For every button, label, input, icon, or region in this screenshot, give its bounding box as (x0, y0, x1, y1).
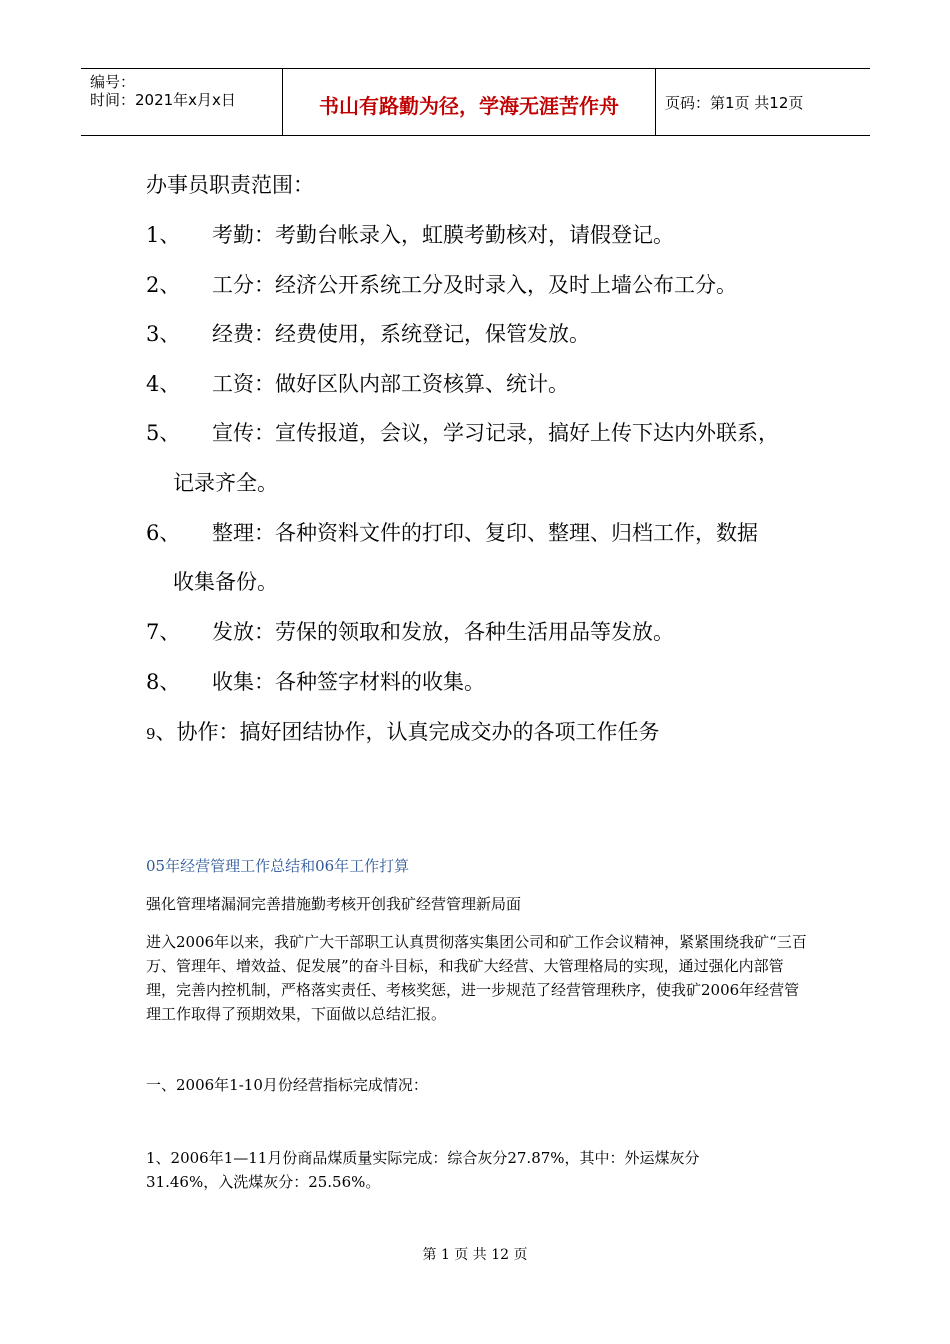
duty-text: 工分：经济公开系统工分及时录入，及时上墙公布工分。 (212, 273, 737, 297)
duty-text: 发放：劳保的领取和发放，各种生活用品等发放。 (212, 620, 674, 644)
article-subtitle: 强化管理堵漏洞完善措施勤考核开创我矿经营管理新局面 (146, 895, 522, 913)
header-meta (81, 69, 283, 135)
duty-num: 8、 (146, 670, 181, 694)
duty-item-6-cont: 收集备份。 (173, 570, 278, 594)
page-footer: 第 1 页 共 12 页 (422, 1247, 528, 1263)
duty-item-6 (146, 520, 758, 546)
page-header (81, 68, 870, 136)
duty-text: 工资：做好区队内部工资核算、统计。 (212, 372, 569, 396)
duty-item-7 (146, 619, 674, 645)
header-page-label: 页码：第1页 共12页 (665, 93, 804, 112)
duty-item-9 (146, 719, 660, 747)
duty-item-2 (146, 272, 737, 298)
duty-num: 2、 (146, 273, 181, 297)
duty-num: 7、 (146, 620, 181, 644)
duty-item-5-cont: 记录齐全。 (173, 471, 278, 495)
duty-num: 6、 (146, 521, 181, 545)
duty-num: 1、 (146, 223, 181, 247)
duty-item-3 (146, 321, 590, 347)
duty-num: 5、 (146, 421, 181, 445)
time-label: 时间：2021年x月x日 (90, 91, 236, 109)
duty-num: 4、 (146, 372, 181, 396)
duty-text: 整理：各种资料文件的打印、复印、整理、归档工作，数据 (212, 521, 758, 545)
duty-item-5 (146, 420, 779, 446)
duty-text: 收集：各种签字材料的收集。 (212, 670, 485, 694)
duty-text: 经费：经费使用，系统登记，保管发放。 (212, 322, 590, 346)
duty-item-8 (146, 669, 485, 695)
article-title: 05年经营管理工作总结和06年工作打算 (146, 857, 410, 875)
duty-num: 3、 (146, 322, 181, 346)
article-intro: 进入2006年以来，我矿广大干部职工认真贯彻落实集团公司和矿工作会议精神，紧紧围绕我矿“三百万、管理年、增效益、促发展”的奋斗目标，和我矿大经营、大管理格局的实现，通过强化内部管理，完善内控机制，严格落实责任、考核奖惩，进一步规范了经营管理秩序，使我矿2006年经营管理工作取得了预期效果，下面做以总结汇报。 (146, 933, 807, 1023)
duty-item-4 (146, 371, 569, 397)
duty-item-1 (146, 222, 674, 248)
item1-line1: 1、2006年1—11月份商品煤质量实际完成：综合灰分27.87%，其中：外运煤灰分 (146, 1149, 700, 1167)
number-label: 编号： (90, 73, 136, 91)
duty-num: 9 (146, 725, 156, 743)
duty-text: 考勤：考勤台帐录入，虹膜考勤核对，请假登记。 (212, 223, 674, 247)
duty-text: 宣传：宣传报道，会议，学习记录，搞好上传下达内外联系， (212, 421, 779, 445)
section-heading: 一、2006年1-10月份经营指标完成情况： (146, 1076, 428, 1094)
item1-line2: 31.46%，入洗煤灰分：25.56%。 (146, 1173, 381, 1191)
header-motto: 书山有路勤为径，学海无涯苦作舟 (283, 69, 656, 135)
duties-title: 办事员职责范围： (146, 173, 314, 197)
duty-text: 、协作：搞好团结协作，认真完成交办的各项工作任务 (155, 720, 660, 744)
